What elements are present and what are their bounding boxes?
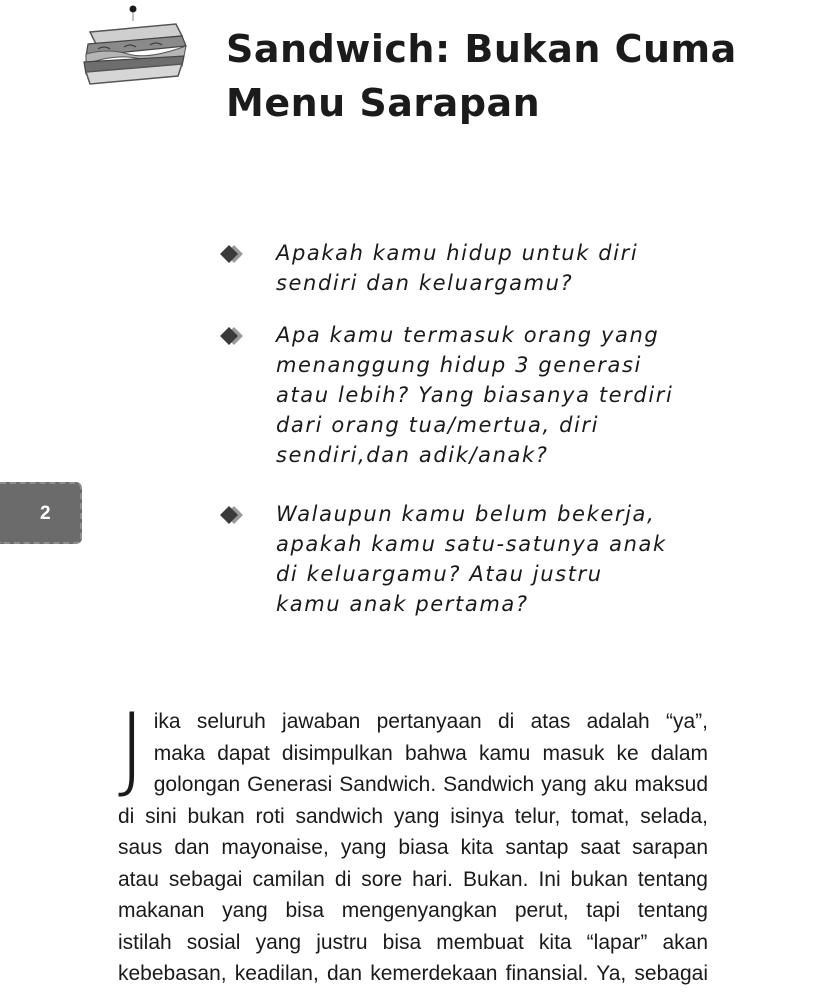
question-line: di keluargamu? Atau justru xyxy=(276,562,603,586)
question-line: Walaupun kamu belum bekerja, xyxy=(276,502,656,526)
question-line: Apakah kamu hidup untuk diri xyxy=(276,241,639,265)
drop-cap: J xyxy=(118,694,146,803)
question-line: kamu anak pertama? xyxy=(276,592,529,616)
body-line: maka dapat disimpulkan bahwa kamu masuk ke dalam xyxy=(153,741,708,765)
question-line: apakah kamu satu-satunya anak xyxy=(276,532,667,556)
question-text xyxy=(276,320,678,470)
body-line: ika seluruh jawaban pertanyaan di atas adalah “ya”, xyxy=(153,710,708,733)
question-text xyxy=(276,499,678,619)
question-line: dari orang tua/mertua, diri xyxy=(276,413,600,437)
diamond-bullet-icon xyxy=(218,243,254,265)
body-line: istilah sosial yang justru bisa membuat kita “lapar” akan xyxy=(118,930,708,954)
body-line: golongan Generasi Sandwich. Sandwich yang aku maksud xyxy=(153,773,708,796)
question-line: sendiri,dan adik/anak? xyxy=(276,443,549,467)
body-line: kebebasan, keadilan, dan kemerdekaan finansial. Ya, sebagai xyxy=(118,962,708,985)
diamond-bullet-icon xyxy=(218,325,254,347)
diamond-bullet-icon xyxy=(218,504,254,526)
chapter-title-line-1: Sandwich: Bukan Cuma xyxy=(226,27,737,71)
question-list xyxy=(218,238,678,648)
page-number-tab xyxy=(0,482,82,544)
body-line: saus dan mayonaise, yang biasa kita santap saat sarapan xyxy=(118,836,708,859)
question-item xyxy=(218,320,678,470)
body-paragraph xyxy=(118,694,708,990)
question-line: atau lebih? Yang biasanya terdiri xyxy=(276,383,674,407)
question-text xyxy=(276,238,678,298)
page-number: 2 xyxy=(40,503,51,524)
question-item xyxy=(218,238,678,298)
chapter-title xyxy=(226,22,786,130)
question-line: menanggung hidup 3 generasi xyxy=(276,353,642,377)
body-line: di sini bukan roti sandwich yang isinya telur, tomat, selada, xyxy=(118,804,708,828)
question-line: Apa kamu termasuk orang yang xyxy=(276,323,660,347)
chapter-title-line-2: Menu Sarapan xyxy=(226,81,541,125)
body-line: makanan yang bisa mengenyangkan perut, tapi tentang xyxy=(118,899,708,922)
body-line: atau sebagai camilan di sore hari. Bukan. Ini bukan tentang xyxy=(118,867,708,891)
question-line: sendiri dan keluargamu? xyxy=(276,271,574,295)
sandwich-illustration xyxy=(78,2,190,90)
question-item xyxy=(218,499,678,619)
